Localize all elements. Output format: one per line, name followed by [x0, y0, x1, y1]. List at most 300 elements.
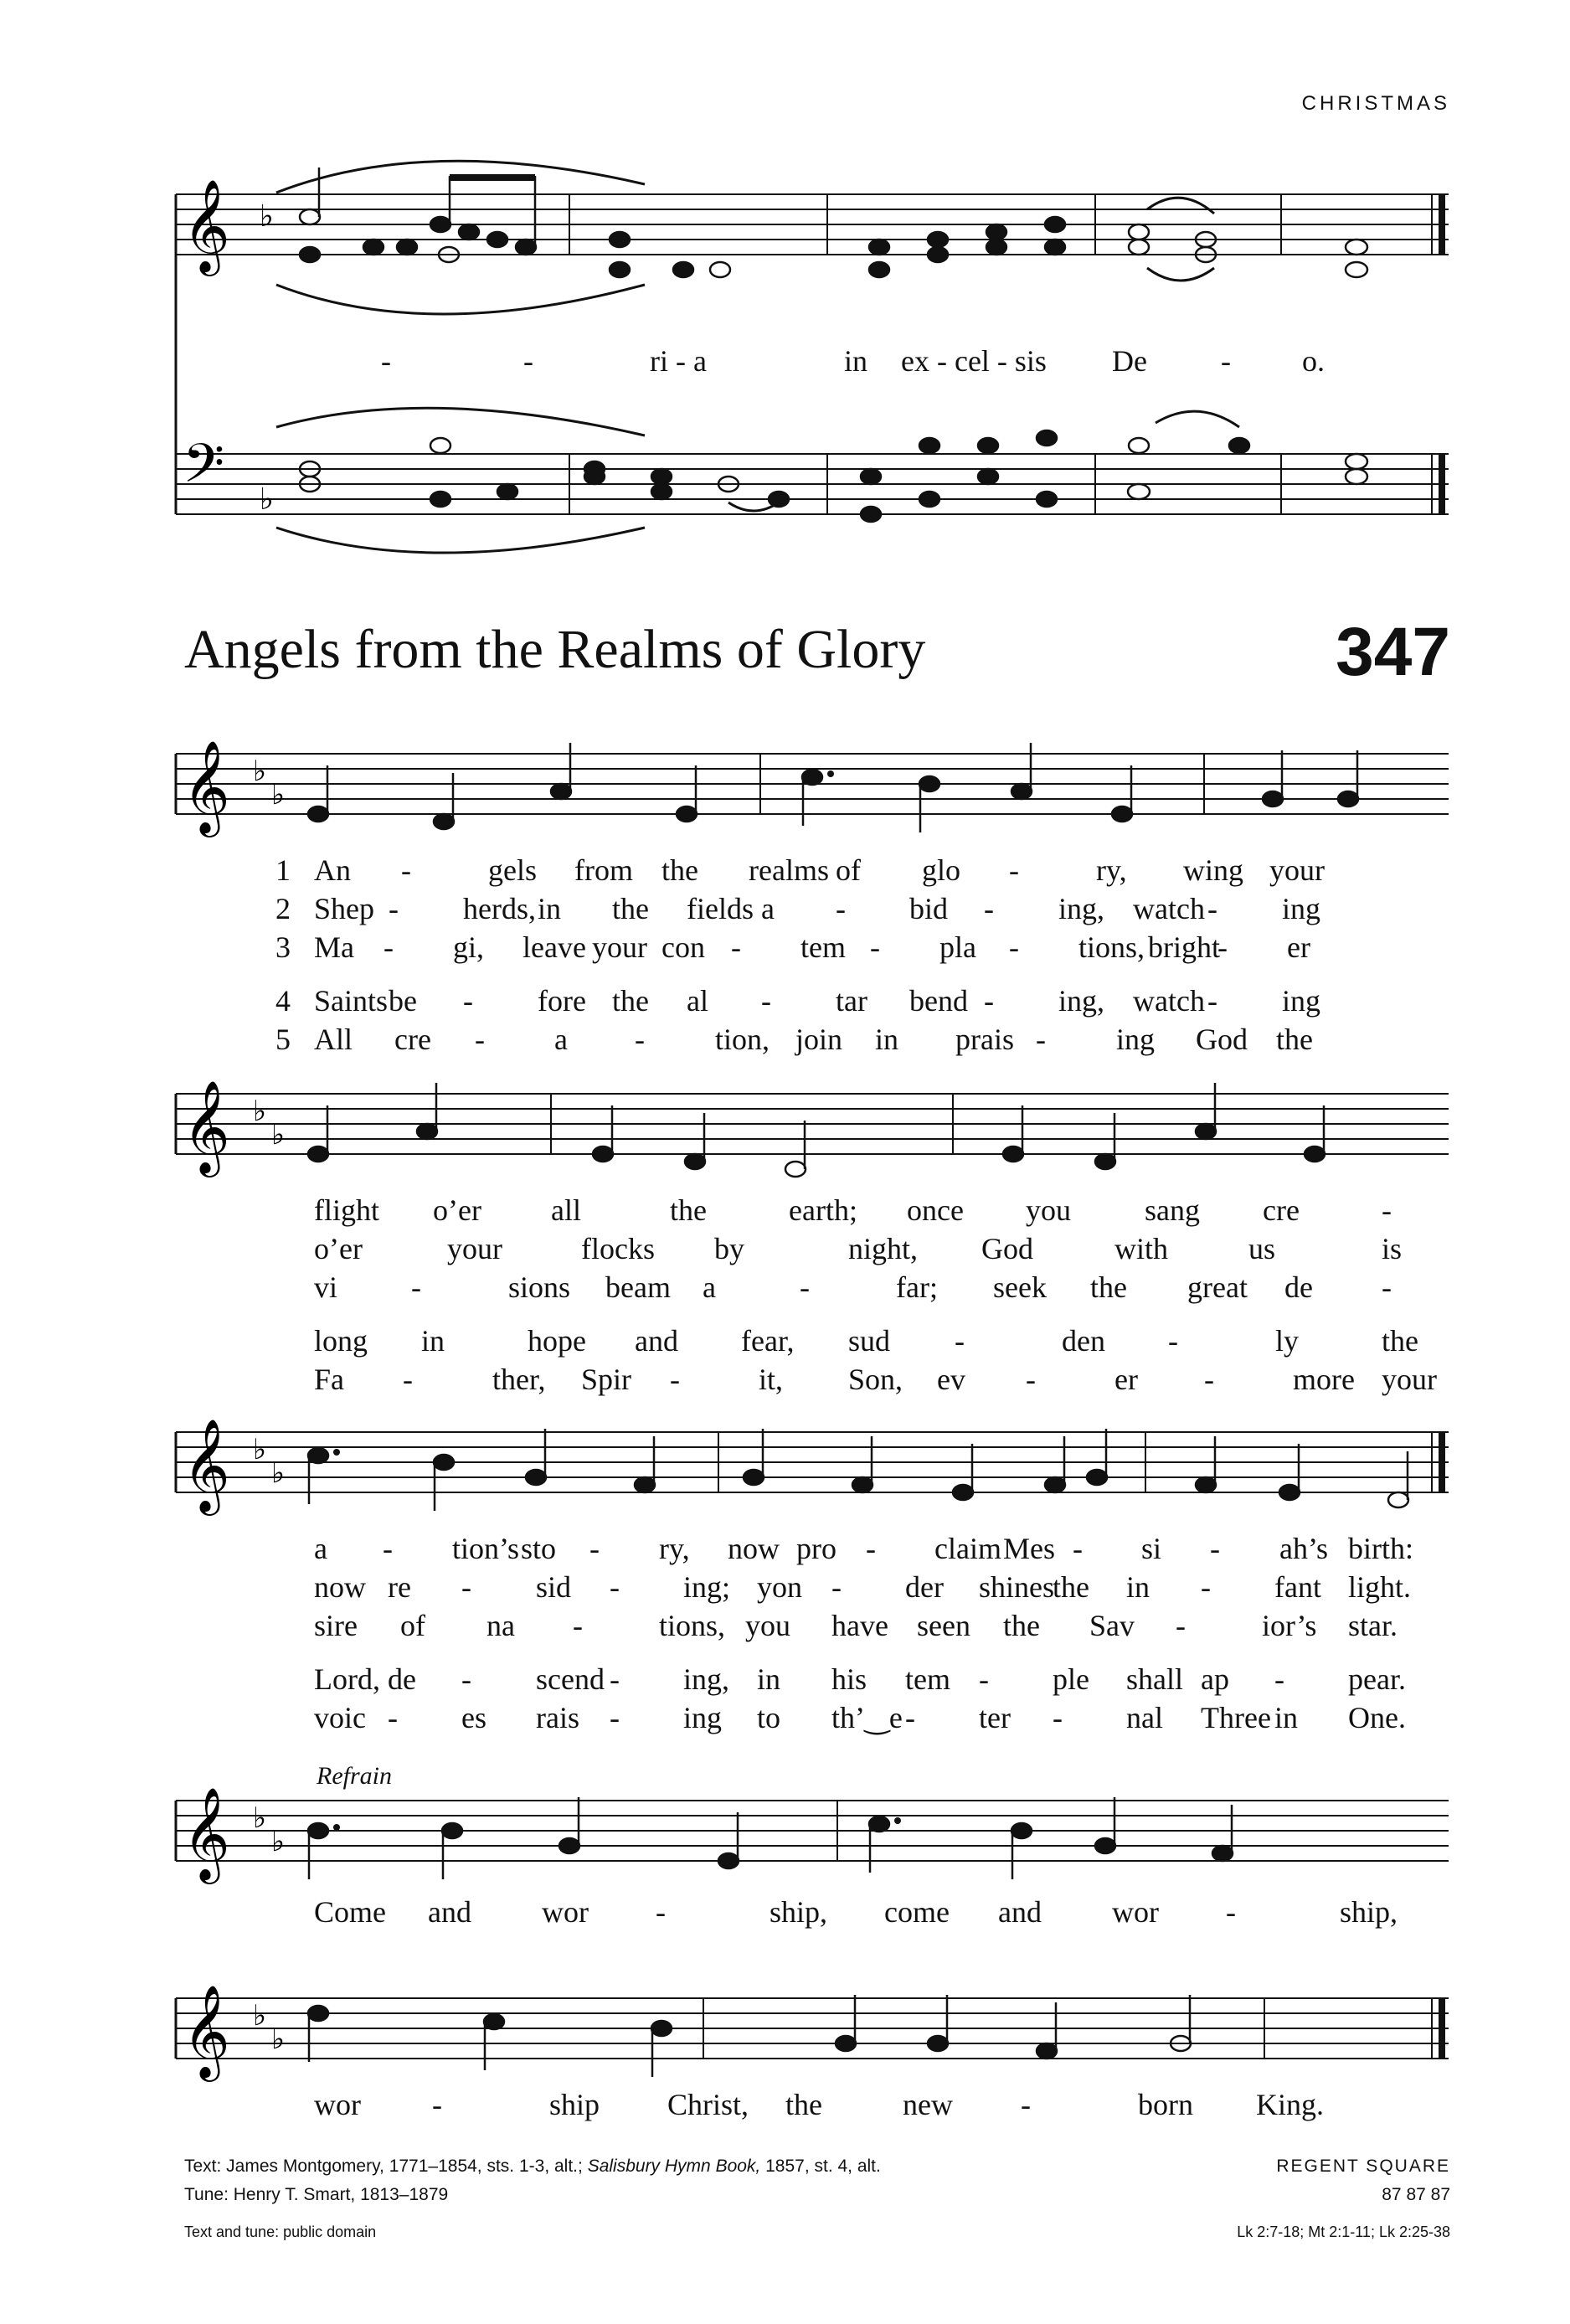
lyric-syllable: -	[1382, 1193, 1392, 1227]
lyric-syllable: -	[589, 1532, 600, 1565]
treble-clef-icon: 𝄞	[183, 178, 230, 272]
lyric-syllable: of	[836, 853, 861, 887]
lyric-syllable: Lord,	[314, 1662, 380, 1696]
lyric-syllable: -	[475, 1023, 485, 1056]
lyric-syllable: King.	[1256, 2088, 1324, 2121]
svg-text:♭: ♭	[253, 2001, 267, 2032]
lyric-syllable: in	[1274, 1701, 1299, 1734]
lyric-syllable: with	[1114, 1232, 1169, 1265]
lyric-syllable: 3	[275, 930, 291, 964]
lyric-syllable: -	[979, 1662, 989, 1696]
hymn-title: Angels from the Realms of Glory	[184, 619, 926, 680]
note	[1388, 1492, 1408, 1507]
lyric-syllable: leave	[522, 930, 586, 964]
note	[1011, 1823, 1032, 1838]
lyric-syllable: 1	[275, 853, 291, 887]
note	[526, 1470, 546, 1485]
note	[1263, 791, 1283, 806]
lyric-syllable: -	[1036, 1023, 1046, 1056]
lyric-syllable: Spir	[581, 1363, 632, 1396]
bass-clef-icon: 𝄢	[183, 433, 225, 508]
lyric-syllable: new	[903, 2088, 953, 2121]
lyric-syllable: a	[554, 1023, 568, 1056]
top-lyric: o.	[1302, 344, 1325, 378]
lyric-syllable: now	[314, 1570, 366, 1604]
lyric-syllable: re	[388, 1570, 411, 1604]
lyric-syllable: er	[1114, 1363, 1138, 1396]
note	[593, 1147, 613, 1162]
lyric-syllable: -	[955, 1324, 965, 1358]
lyric-syllable: th’‿e	[831, 1701, 903, 1734]
lyric-syllable: -	[761, 984, 771, 1018]
note	[1338, 791, 1358, 806]
meter: 87 87 87	[1382, 2185, 1450, 2204]
lyric-syllable: of	[400, 1609, 425, 1642]
lyric-syllable: the	[1090, 1270, 1127, 1304]
lyric-syllable: sud	[848, 1324, 891, 1358]
lyric-syllable: -	[1009, 853, 1019, 887]
system1-staff	[176, 729, 1449, 837]
lyric-syllable: ing	[1282, 984, 1321, 1018]
lyric-syllable: ior’s	[1262, 1609, 1317, 1642]
lyric-syllable: Son,	[848, 1363, 903, 1396]
lyric-syllable: bright	[1148, 930, 1220, 964]
system4-staff	[176, 1775, 1449, 1884]
lyric-syllable: Three	[1201, 1701, 1271, 1734]
lyric-syllable: de	[388, 1662, 416, 1696]
note	[718, 1853, 739, 1868]
note	[308, 806, 328, 822]
lyric-syllable: the	[612, 984, 649, 1018]
lyric-syllable: -	[461, 1570, 471, 1604]
lyric-syllable: wor	[1112, 1895, 1159, 1929]
lyric-syllable: ing	[683, 1701, 723, 1734]
lyric-syllable: to	[757, 1701, 781, 1734]
lyric-syllable: sid	[536, 1570, 572, 1604]
top-lyric: -	[381, 344, 391, 378]
lyric-syllable: Come	[314, 1895, 386, 1929]
svg-text:♭: ♭	[271, 1458, 286, 1489]
lyric-syllable: Fa	[314, 1363, 344, 1396]
lyric-syllable: wing	[1183, 853, 1243, 887]
lyric-syllable: -	[836, 892, 846, 925]
lyric-syllable: -	[1207, 892, 1217, 925]
lyric-syllable: and	[635, 1324, 678, 1358]
top-lyric: ex - cel - sis	[901, 344, 1047, 378]
svg-text:♭: ♭	[271, 1120, 286, 1151]
note	[1196, 1477, 1216, 1492]
lyric-syllable: Mes	[1003, 1532, 1055, 1565]
lyric-syllable: o’er	[314, 1232, 363, 1265]
lyric-syllable: con	[661, 930, 705, 964]
note	[1279, 1485, 1300, 1500]
svg-text:♭: ♭	[253, 756, 267, 787]
lyric-syllable: your	[1269, 853, 1325, 887]
lyric-syllable: watch	[1133, 892, 1205, 925]
note	[802, 770, 822, 785]
lyric-syllable: star.	[1348, 1609, 1398, 1642]
lyric-syllable: fields	[687, 892, 754, 925]
lyric-syllable: -	[383, 930, 394, 964]
note	[417, 1124, 437, 1139]
lyric-syllable: now	[728, 1532, 780, 1565]
top-lyric: De	[1112, 344, 1147, 378]
lyric-syllable: God	[1196, 1023, 1248, 1056]
note	[1095, 1838, 1115, 1853]
lyric-syllable: es	[461, 1701, 486, 1734]
lyric-syllable: -	[388, 1701, 398, 1734]
section-header: CHRISTMAS	[1301, 92, 1450, 115]
top-lyric: in	[844, 344, 868, 378]
lyric-syllable: flocks	[581, 1232, 655, 1265]
lyric-syllable: Ma	[314, 930, 354, 964]
lyric-syllable: All	[314, 1023, 353, 1056]
lyric-syllable: de	[1284, 1270, 1313, 1304]
lyric-syllable: and	[428, 1895, 471, 1929]
lyric-syllable: your	[592, 930, 647, 964]
lyric-syllable: you	[745, 1609, 790, 1642]
lyric-syllable: us	[1248, 1232, 1276, 1265]
lyric-syllable: pear.	[1348, 1662, 1406, 1696]
lyric-syllable: ple	[1053, 1662, 1089, 1696]
svg-text:♭: ♭	[271, 2024, 286, 2055]
lyric-syllable: -	[656, 1895, 666, 1929]
lyric-syllable: your	[1382, 1363, 1437, 1396]
note	[559, 1838, 579, 1853]
lyric-syllable: -	[800, 1270, 810, 1304]
lyric-syllable: -	[411, 1270, 421, 1304]
credit-text-book: Salisbury Hymn Book,	[587, 2157, 761, 2176]
lyric-syllable: -	[1201, 1570, 1211, 1604]
lyric-syllable: bend	[909, 984, 968, 1018]
tune-name: REGENT SQUARE	[1276, 2157, 1450, 2176]
lyric-syllable: tem	[800, 930, 846, 964]
note	[1011, 784, 1032, 799]
note	[744, 1470, 764, 1485]
lyric-syllable: be	[389, 984, 417, 1018]
lyric-syllable: pla	[939, 930, 976, 964]
note	[785, 1162, 806, 1177]
lyric-syllable: far;	[896, 1270, 938, 1304]
lyric-syllable: hope	[528, 1324, 586, 1358]
lyric-syllable: ap	[1201, 1662, 1229, 1696]
lyric-syllable: -	[1026, 1363, 1036, 1396]
scripture-refs: Lk 2:7-18; Mt 2:1-11; Lk 2:25-38	[1237, 2224, 1450, 2240]
lyric-syllable: God	[981, 1232, 1033, 1265]
lyric-syllable: in	[421, 1324, 445, 1358]
note	[1112, 806, 1132, 822]
lyric-syllable: cre	[394, 1023, 431, 1056]
lyric-syllable: born	[1138, 2088, 1193, 2121]
lyric-syllable: voic	[314, 1701, 366, 1734]
lyric-syllable: his	[831, 1662, 867, 1696]
lyric-syllable: in	[1126, 1570, 1150, 1604]
lyric-syllable: the	[661, 853, 698, 887]
lyric-syllable: fant	[1274, 1570, 1321, 1604]
lyric-syllable: -	[984, 892, 994, 925]
lyric-syllable: from	[574, 853, 633, 887]
lyric-syllable: der	[905, 1570, 944, 1604]
note	[836, 2036, 856, 2051]
lyric-syllable: the	[1276, 1023, 1313, 1056]
note	[308, 1147, 328, 1162]
lyric-syllable: scend	[536, 1662, 605, 1696]
lyric-syllable: the	[612, 892, 649, 925]
lyric-syllable: a	[314, 1532, 327, 1565]
lyric-syllable: 2	[275, 892, 291, 925]
lyric-syllable: wor	[542, 1895, 589, 1929]
lyric-syllable: ah’s	[1279, 1532, 1328, 1565]
lyric-syllable: si	[1141, 1532, 1162, 1565]
lyric-syllable: tem	[905, 1662, 950, 1696]
lyric-syllable: pro	[796, 1532, 836, 1565]
note	[1305, 1147, 1325, 1162]
credits-text	[184, 2152, 881, 2208]
lyric-syllable: beam	[605, 1270, 671, 1304]
lyric-syllable: -	[1204, 1363, 1214, 1396]
lyric-syllable: ing	[1116, 1023, 1156, 1056]
lyric-syllable: -	[831, 1570, 842, 1604]
lyric-syllable: -	[573, 1609, 583, 1642]
lyric-syllable: have	[831, 1609, 888, 1642]
treble-clef-icon: 𝄞	[183, 1080, 230, 1173]
note	[1045, 1477, 1065, 1492]
lyric-syllable: na	[486, 1609, 515, 1642]
lyric-syllable: in	[875, 1023, 899, 1056]
lyric-syllable: birth:	[1348, 1532, 1413, 1565]
lyric-syllable: the	[1003, 1609, 1040, 1642]
note	[635, 1477, 655, 1492]
lyric-syllable: tions,	[1078, 930, 1145, 964]
lyric-syllable: shall	[1126, 1662, 1183, 1696]
system5-staff	[176, 1973, 1449, 2082]
lyric-syllable: seek	[993, 1270, 1047, 1304]
lyric-syllable: great	[1187, 1270, 1248, 1304]
svg-text:♭: ♭	[253, 1803, 267, 1834]
note	[677, 806, 697, 822]
lyric-syllable: -	[610, 1701, 620, 1734]
lyric-syllable: al	[687, 984, 708, 1018]
lyric-syllable: ry,	[1096, 853, 1127, 887]
refrain-label: Refrain	[317, 1762, 392, 1790]
lyric-syllable: rais	[536, 1701, 579, 1734]
lyric-syllable: earth;	[789, 1193, 857, 1227]
lyric-syllable: An	[314, 853, 351, 887]
lyric-syllable: vi	[314, 1270, 338, 1304]
top-lyric: -	[1221, 344, 1231, 378]
note	[308, 2006, 328, 2021]
lyric-syllable: 4	[275, 984, 291, 1018]
lyric-syllable: by	[714, 1232, 744, 1265]
lyric-syllable: cre	[1263, 1193, 1300, 1227]
note	[651, 2021, 672, 2036]
lyric-syllable: long	[314, 1324, 368, 1358]
lyric-syllable: all	[551, 1193, 581, 1227]
lyric-syllable: -	[731, 930, 741, 964]
lyric-syllable: ing,	[1058, 892, 1105, 925]
lyric-syllable: ship,	[770, 1895, 828, 1929]
lyric-syllable: tion,	[715, 1023, 770, 1056]
note	[1003, 1147, 1023, 1162]
credit-text-author: Text: James Montgomery, 1771–1854, sts. 1-3, alt.;	[184, 2157, 588, 2176]
lyric-syllable: the	[670, 1193, 707, 1227]
svg-text:♭: ♭	[253, 1435, 267, 1466]
lyric-syllable: -	[463, 984, 473, 1018]
lyric-syllable: gels	[488, 853, 537, 887]
lyric-syllable: the	[785, 2088, 822, 2121]
lyric-syllable: join	[795, 1023, 843, 1056]
lyric-syllable: Christ,	[667, 2088, 749, 2121]
lyric-syllable: seen	[917, 1609, 970, 1642]
note	[1212, 1846, 1233, 1861]
lyric-syllable: a	[761, 892, 775, 925]
system3-staff	[176, 1407, 1449, 1516]
svg-text:♭: ♭	[253, 1096, 267, 1127]
lyric-syllable: herds,	[463, 892, 536, 925]
lyric-syllable: -	[1217, 930, 1228, 964]
lyric-syllable: a	[703, 1270, 716, 1304]
lyric-syllable: ther,	[492, 1363, 546, 1396]
lyric-syllable: -	[670, 1363, 680, 1396]
lyric-syllable: wor	[314, 2088, 361, 2121]
note	[1037, 2043, 1057, 2059]
lyric-syllable: ing,	[1058, 984, 1105, 1018]
lyric-syllable: more	[1293, 1363, 1355, 1396]
lyric-syllable: tions,	[659, 1609, 726, 1642]
lyric-syllable: you	[1026, 1193, 1071, 1227]
lyric-syllable: Saints	[314, 984, 389, 1018]
lyric-syllable: sions	[508, 1270, 571, 1304]
lyric-syllable: -	[610, 1662, 620, 1696]
top-lyric: -	[523, 344, 533, 378]
lyric-syllable: -	[383, 1532, 393, 1565]
lyric-syllable: -	[1021, 2088, 1031, 2121]
lyric-syllable: yon	[757, 1570, 802, 1604]
note	[685, 1154, 705, 1169]
treble-clef-icon: 𝄞	[183, 1418, 230, 1512]
note	[484, 2014, 504, 2029]
lyric-syllable: in	[538, 892, 562, 925]
lyric-syllable: realms	[749, 853, 829, 887]
lyric-syllable: ter	[979, 1701, 1011, 1734]
lyric-syllable: er	[1287, 930, 1310, 964]
lyric-syllable: tar	[836, 984, 867, 1018]
lyric-syllable: claim	[934, 1532, 1001, 1565]
lyric-syllable: once	[907, 1193, 964, 1227]
lyric-syllable: -	[1207, 984, 1217, 1018]
lyric-syllable: ing;	[683, 1570, 731, 1604]
lyric-syllable: -	[635, 1023, 645, 1056]
lyric-syllable: -	[1176, 1609, 1186, 1642]
note	[1095, 1154, 1115, 1169]
lyric-syllable: watch	[1133, 984, 1205, 1018]
lyric-syllable: sire	[314, 1609, 358, 1642]
lyric-syllable: sang	[1145, 1193, 1200, 1227]
note	[1196, 1124, 1216, 1139]
lyric-syllable: bid	[909, 892, 949, 925]
lyric-syllable: -	[389, 892, 399, 925]
note	[869, 1816, 889, 1832]
note	[1087, 1470, 1107, 1485]
lyric-syllable: -	[1168, 1324, 1178, 1358]
lyric-syllable: -	[984, 984, 994, 1018]
svg-text:♭: ♭	[260, 482, 274, 516]
hymn-number: 347	[1336, 614, 1450, 690]
svg-text:♭: ♭	[271, 1827, 286, 1858]
lyric-syllable: night,	[848, 1232, 919, 1265]
note	[953, 1485, 973, 1500]
note	[434, 814, 454, 829]
svg-text:♭: ♭	[260, 199, 274, 233]
lyric-syllable: and	[998, 1895, 1042, 1929]
lyric-syllable: -	[866, 1532, 876, 1565]
lyric-syllable: gi,	[453, 930, 485, 964]
lyric-syllable: -	[1210, 1532, 1220, 1565]
lyric-syllable: your	[447, 1232, 502, 1265]
lyric-syllable: flight	[314, 1193, 379, 1227]
lyric-syllable: glo	[922, 853, 961, 887]
lyric-syllable: it,	[759, 1363, 784, 1396]
system2-staff	[176, 1069, 1449, 1177]
lyric-syllable: light.	[1348, 1570, 1412, 1604]
note	[551, 784, 571, 799]
treble-clef-icon: 𝄞	[183, 1984, 230, 2078]
note	[928, 2036, 948, 2051]
lyric-syllable: -	[1053, 1701, 1063, 1734]
lyric-syllable: -	[1073, 1532, 1083, 1565]
lyric-syllable: Sav	[1089, 1609, 1135, 1642]
lyric-syllable: come	[884, 1895, 950, 1929]
lyric-syllable: is	[1382, 1232, 1403, 1265]
lyric-syllable: shines	[979, 1570, 1054, 1604]
lyric-syllable: ev	[937, 1363, 965, 1396]
lyric-syllable: o’er	[433, 1193, 481, 1227]
lyric-syllable: -	[610, 1570, 620, 1604]
lyric-syllable: -	[401, 853, 411, 887]
lyric-syllable: 5	[275, 1023, 291, 1056]
lyric-syllable: -	[461, 1662, 471, 1696]
lyric-syllable: -	[403, 1363, 413, 1396]
svg-text:♭: ♭	[271, 780, 286, 811]
lyric-syllable: the	[1053, 1570, 1089, 1604]
lyric-syllable: -	[870, 930, 880, 964]
lyric-syllable: -	[1009, 930, 1019, 964]
lyric-syllable: ing,	[683, 1662, 730, 1696]
lyric-syllable: -	[1382, 1270, 1392, 1304]
credit-text-suffix: 1857, st. 4, alt.	[760, 2157, 881, 2176]
lyric-syllable: -	[905, 1701, 915, 1734]
top-system-staff	[176, 142, 1449, 578]
lyric-syllable: ly	[1275, 1324, 1300, 1358]
note	[442, 1823, 462, 1838]
lyric-syllable: ing	[1282, 892, 1321, 925]
note	[919, 776, 939, 791]
lyric-syllable: fear,	[741, 1324, 795, 1358]
lyric-syllable: the	[1382, 1324, 1418, 1358]
lyric-syllable: fore	[538, 984, 586, 1018]
lyric-syllable: tion’s	[452, 1532, 520, 1565]
lyric-syllable: prais	[955, 1023, 1014, 1056]
credit-rights: Text and tune: public domain	[184, 2224, 377, 2240]
lyric-syllable: sto	[521, 1532, 557, 1565]
note	[308, 1448, 328, 1463]
lyric-syllable: ship,	[1340, 1895, 1398, 1929]
lyric-syllable: nal	[1126, 1701, 1163, 1734]
lyric-syllable: -	[1274, 1662, 1284, 1696]
lyric-syllable: Shep	[314, 892, 374, 925]
lyric-syllable: -	[1226, 1895, 1236, 1929]
note	[852, 1477, 873, 1492]
